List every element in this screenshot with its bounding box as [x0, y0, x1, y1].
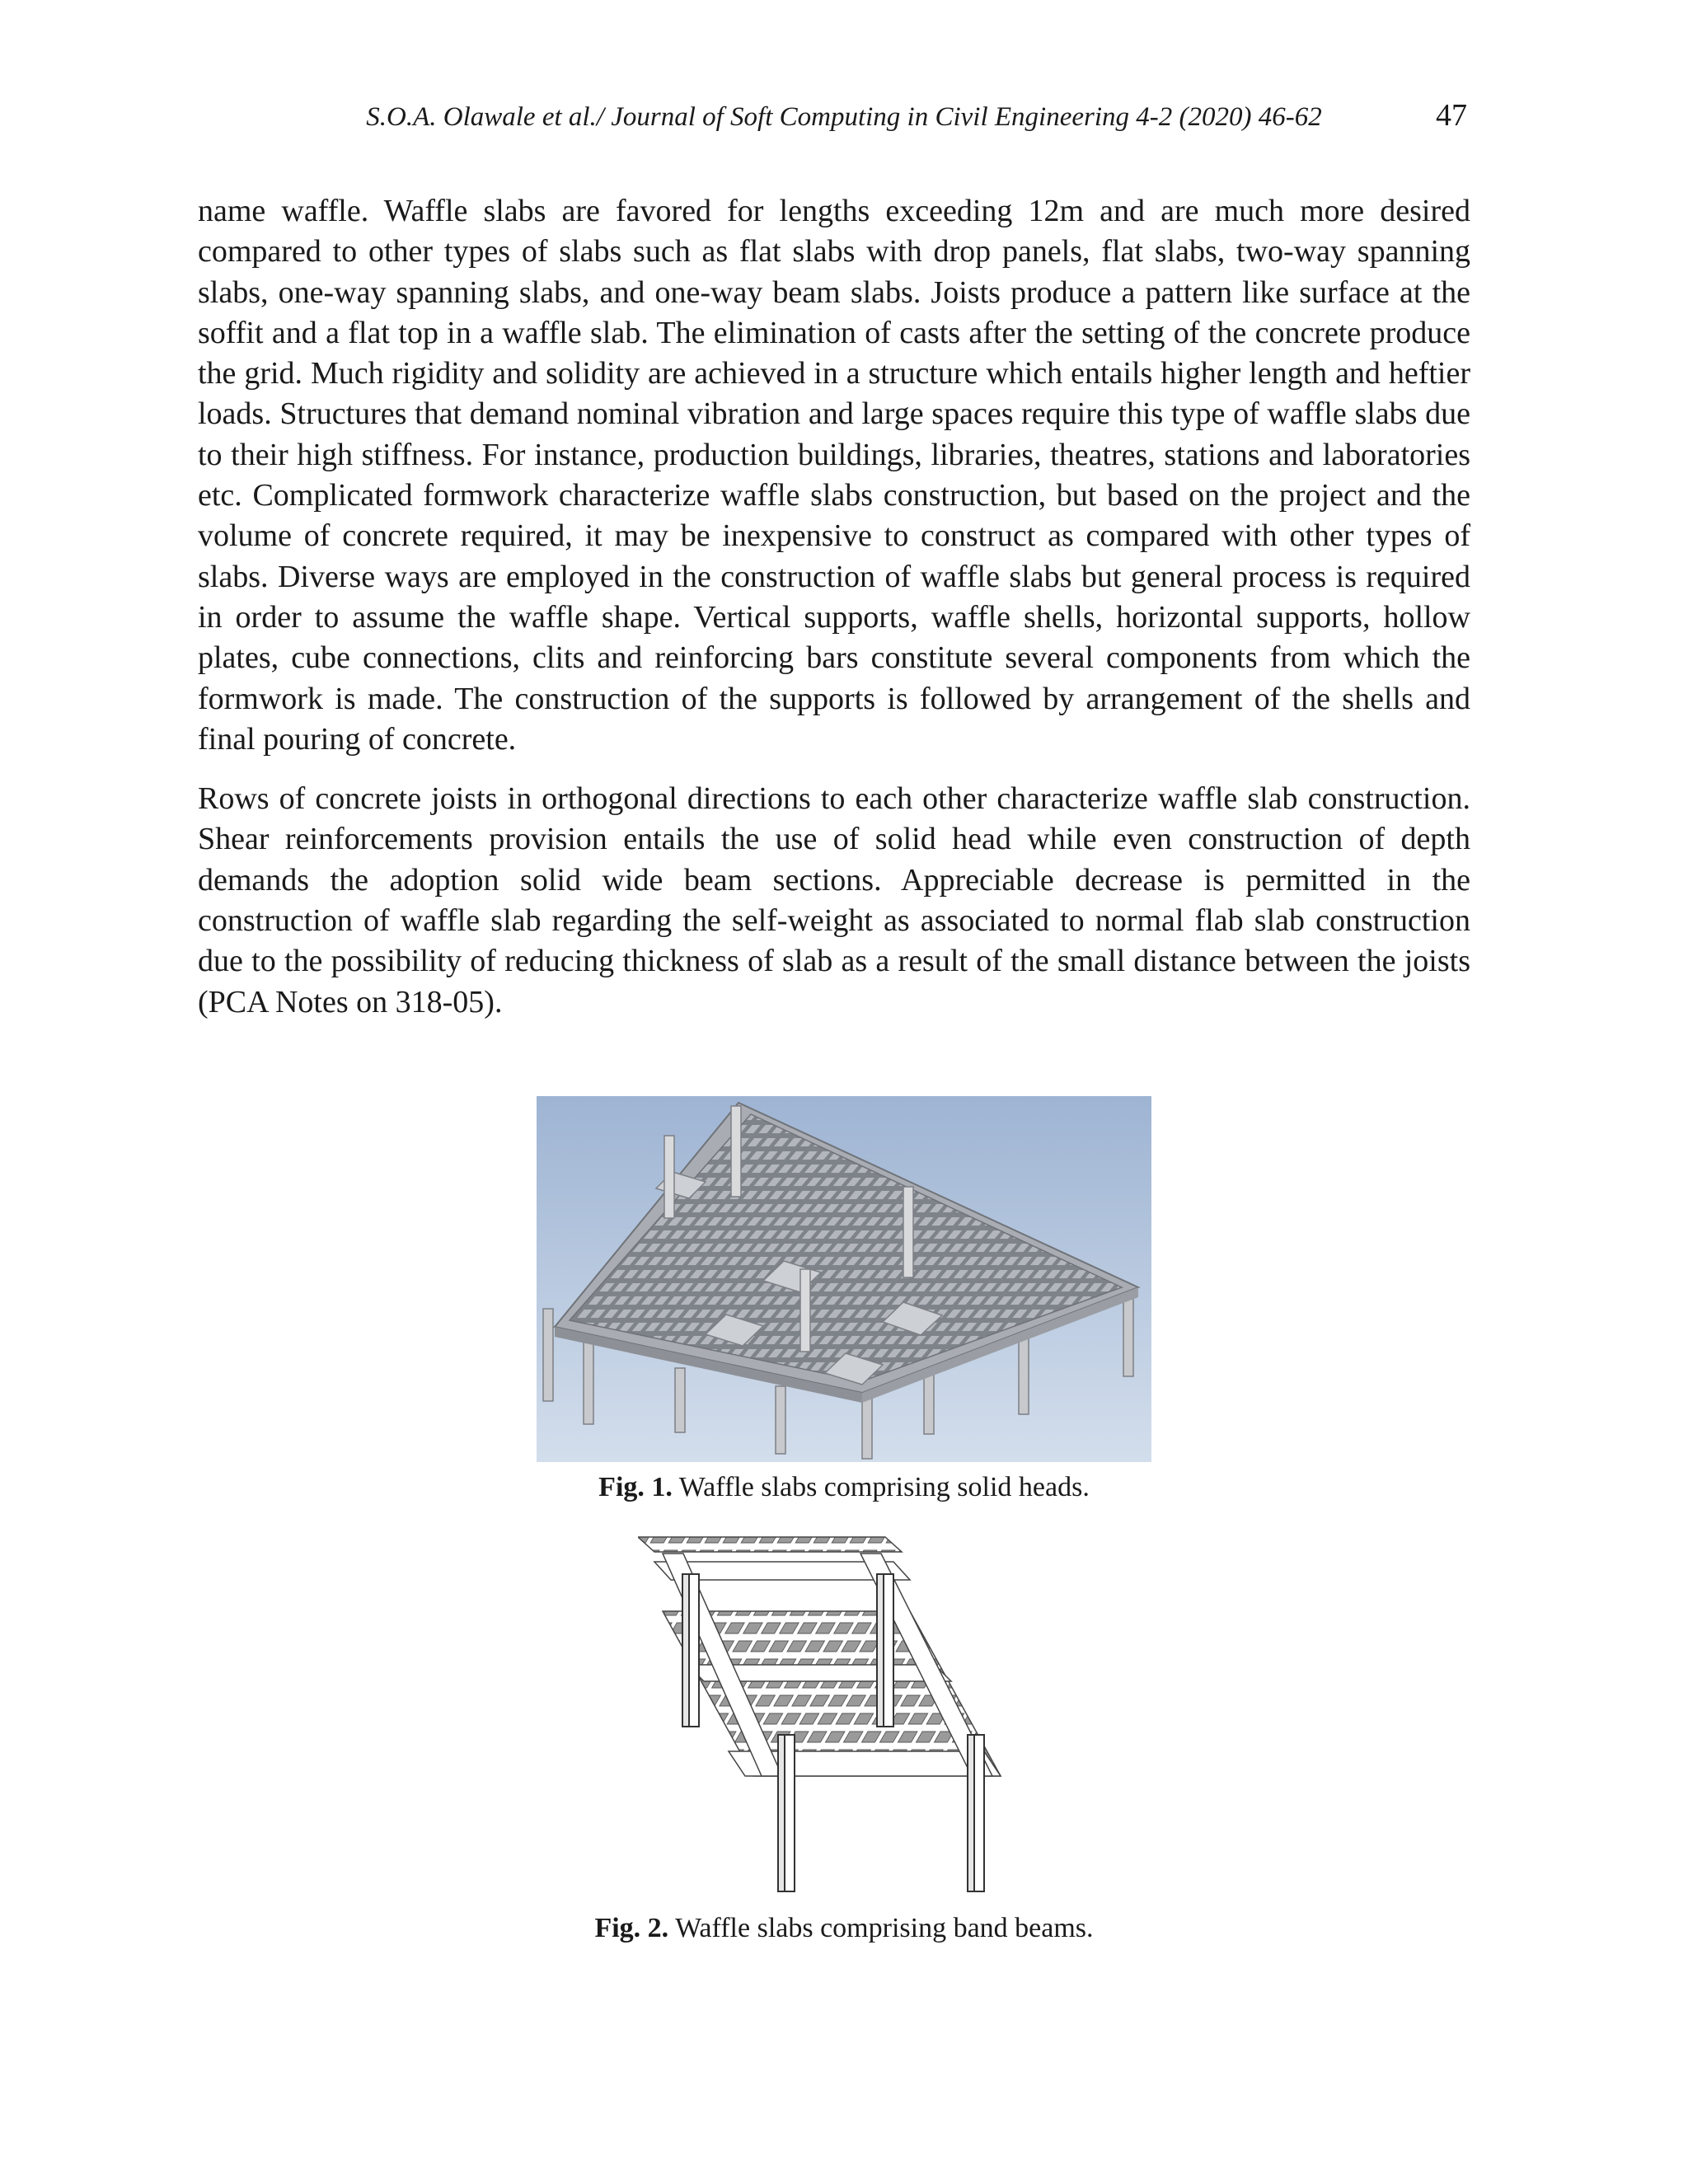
- waffle-slab-solid-heads-illustration: [537, 1096, 1151, 1462]
- figure-1: [0, 1096, 1688, 1503]
- paragraph: name waffle. Waffle slabs are favored for lengths exceeding 12m and are much more desired compared to other types of slabs such as flat slabs with drop panels, flat slabs, two-way spanning slabs, one-way spanning slabs, and one-way beam slabs. Joists produce a pattern like surface at the soffit and a flat top in a waffle slab. The elimination of casts after the setting of the concrete produce the grid. Much rigidity and solidity are achieved in a structure which entails higher length and heftier loads. Structures that demand nominal vibration and large spaces require this type of waffle slabs due to their high stiffness. For instance, production buildings, libraries, theatres, stations and laboratories etc. Complicated formwork characterize waffle slabs construction, but based on the project and the volume of concrete required, it may be inexpensive to construct as compared with other types of slabs. Diverse ways are employed in the construction of waffle slabs but general process is required in order to assume the waffle shape. Vertical supports, waffle shells, horizontal supports, hollow plates, cube connections, clits and reinforcing bars constitute several components from which the formwork is made. The construction of the supports is followed by arrangement of the shells and final pouring of concrete.: [198, 194, 1470, 757]
- page-header: [0, 97, 1688, 138]
- figure-2: [0, 1529, 1688, 1944]
- figure-2-caption-text: Waffle slabs comprising band beams.: [675, 1913, 1094, 1943]
- waffle-slab-band-beams-illustration: [638, 1529, 1050, 1900]
- body-text: [198, 191, 1470, 1042]
- page-number: 47: [1436, 98, 1467, 133]
- figure-1-caption-text: Waffle slabs comprising solid heads.: [678, 1472, 1090, 1502]
- figure-1-caption: [0, 1472, 1688, 1503]
- running-head: S.O.A. Olawale et al./ Journal of Soft Computing in Civil Engineering 4-2 (2020) 46-62: [366, 102, 1322, 132]
- figure-2-caption: [0, 1913, 1688, 1944]
- figure-1-label: Fig. 1.: [598, 1472, 673, 1502]
- figure-2-label: Fig. 2.: [594, 1913, 669, 1943]
- paragraph: Rows of concrete joists in orthogonal directions to each other characterize waffle slab construction. Shear reinforcements provision entails the use of solid head while even construction of depth demands the adoption solid wide beam sections. Appreciable decrease is permitted in the construction of waffle slab regarding the self-weight as associated to normal flab slab construction due to the possibility of reducing thickness of slab as a result of the small distance between the joists (PCA Notes on 318-05).: [198, 781, 1470, 1019]
